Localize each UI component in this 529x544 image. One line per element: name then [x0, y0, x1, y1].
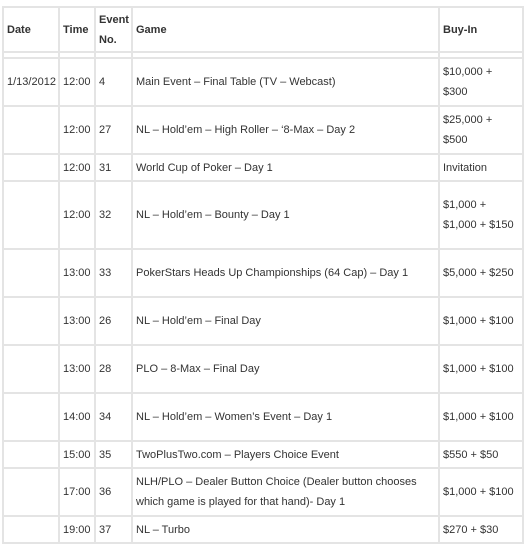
- table-row: [4, 59, 522, 105]
- cell-date: [4, 107, 58, 153]
- cell-time: 13:00: [60, 346, 94, 392]
- cell-event-no: 4: [96, 59, 131, 105]
- cell-buyin: $1,000 + $1,000 + $150: [440, 182, 522, 248]
- cell-buyin: $5,000 + $250: [440, 250, 522, 296]
- cell-date: [4, 250, 58, 296]
- table-row: [4, 182, 522, 248]
- header-time: Time: [60, 8, 94, 51]
- cell-game: NLH/PLO – Dealer Button Choice (Dealer button chooses which game is played for that hand)- Day 1: [133, 469, 438, 515]
- cell-date: [4, 346, 58, 392]
- cell-game: World Cup of Poker – Day 1: [133, 155, 438, 180]
- cell-date: [4, 442, 58, 467]
- cell-date: [4, 182, 58, 248]
- cell-game: PokerStars Heads Up Championships (64 Cap) – Day 1: [133, 250, 438, 296]
- table-row: [4, 346, 522, 392]
- cell-buyin: $10,000 + $300: [440, 59, 522, 105]
- schedule-body: [4, 59, 522, 542]
- cell-time: 12:00: [60, 182, 94, 248]
- cell-event-no: 32: [96, 182, 131, 248]
- cell-buyin: $1,000 + $100: [440, 469, 522, 515]
- table-row: [4, 394, 522, 440]
- table-row: [4, 517, 522, 542]
- cell-game: Main Event – Final Table (TV – Webcast): [133, 59, 438, 105]
- cell-event-no: 28: [96, 346, 131, 392]
- cell-buyin: $270 + $30: [440, 517, 522, 542]
- header-spacer-row: [4, 53, 522, 57]
- cell-game: NL – Hold’em – Final Day: [133, 298, 438, 344]
- cell-buyin: $550 + $50: [440, 442, 522, 467]
- cell-date: [4, 298, 58, 344]
- cell-time: 19:00: [60, 517, 94, 542]
- header-game: Game: [133, 8, 438, 51]
- cell-event-no: 31: [96, 155, 131, 180]
- cell-buyin: $1,000 + $100: [440, 298, 522, 344]
- header-row: [4, 8, 522, 51]
- cell-time: 12:00: [60, 107, 94, 153]
- table-row: [4, 298, 522, 344]
- cell-event-no: 27: [96, 107, 131, 153]
- cell-date: [4, 394, 58, 440]
- cell-event-no: 37: [96, 517, 131, 542]
- cell-buyin: Invitation: [440, 155, 522, 180]
- cell-time: 12:00: [60, 59, 94, 105]
- cell-buyin: $1,000 + $100: [440, 394, 522, 440]
- table-row: [4, 469, 522, 515]
- cell-event-no: 34: [96, 394, 131, 440]
- table-row: [4, 107, 522, 153]
- cell-time: 14:00: [60, 394, 94, 440]
- cell-date: [4, 469, 58, 515]
- cell-game: TwoPlusTwo.com – Players Choice Event: [133, 442, 438, 467]
- cell-game: NL – Hold’em – High Roller – ‘8-Max – Day 2: [133, 107, 438, 153]
- cell-time: 15:00: [60, 442, 94, 467]
- cell-time: 13:00: [60, 298, 94, 344]
- schedule-table: [2, 6, 524, 544]
- cell-game: NL – Hold’em – Women’s Event – Day 1: [133, 394, 438, 440]
- cell-game: NL – Hold’em – Bounty – Day 1: [133, 182, 438, 248]
- cell-date: 1/13/2012: [4, 59, 58, 105]
- cell-event-no: 36: [96, 469, 131, 515]
- header-date: Date: [4, 8, 58, 51]
- cell-game: PLO – 8-Max – Final Day: [133, 346, 438, 392]
- header-buyin: Buy-In: [440, 8, 522, 51]
- cell-event-no: 26: [96, 298, 131, 344]
- table-row: [4, 155, 522, 180]
- cell-event-no: 33: [96, 250, 131, 296]
- cell-game: NL – Turbo: [133, 517, 438, 542]
- cell-buyin: $1,000 + $100: [440, 346, 522, 392]
- cell-time: 17:00: [60, 469, 94, 515]
- cell-event-no: 35: [96, 442, 131, 467]
- cell-time: 13:00: [60, 250, 94, 296]
- cell-date: [4, 155, 58, 180]
- table-row: [4, 442, 522, 467]
- cell-time: 12:00: [60, 155, 94, 180]
- cell-date: [4, 517, 58, 542]
- cell-buyin: $25,000 + $500: [440, 107, 522, 153]
- header-event-no: Event No.: [96, 8, 131, 51]
- table-row: [4, 250, 522, 296]
